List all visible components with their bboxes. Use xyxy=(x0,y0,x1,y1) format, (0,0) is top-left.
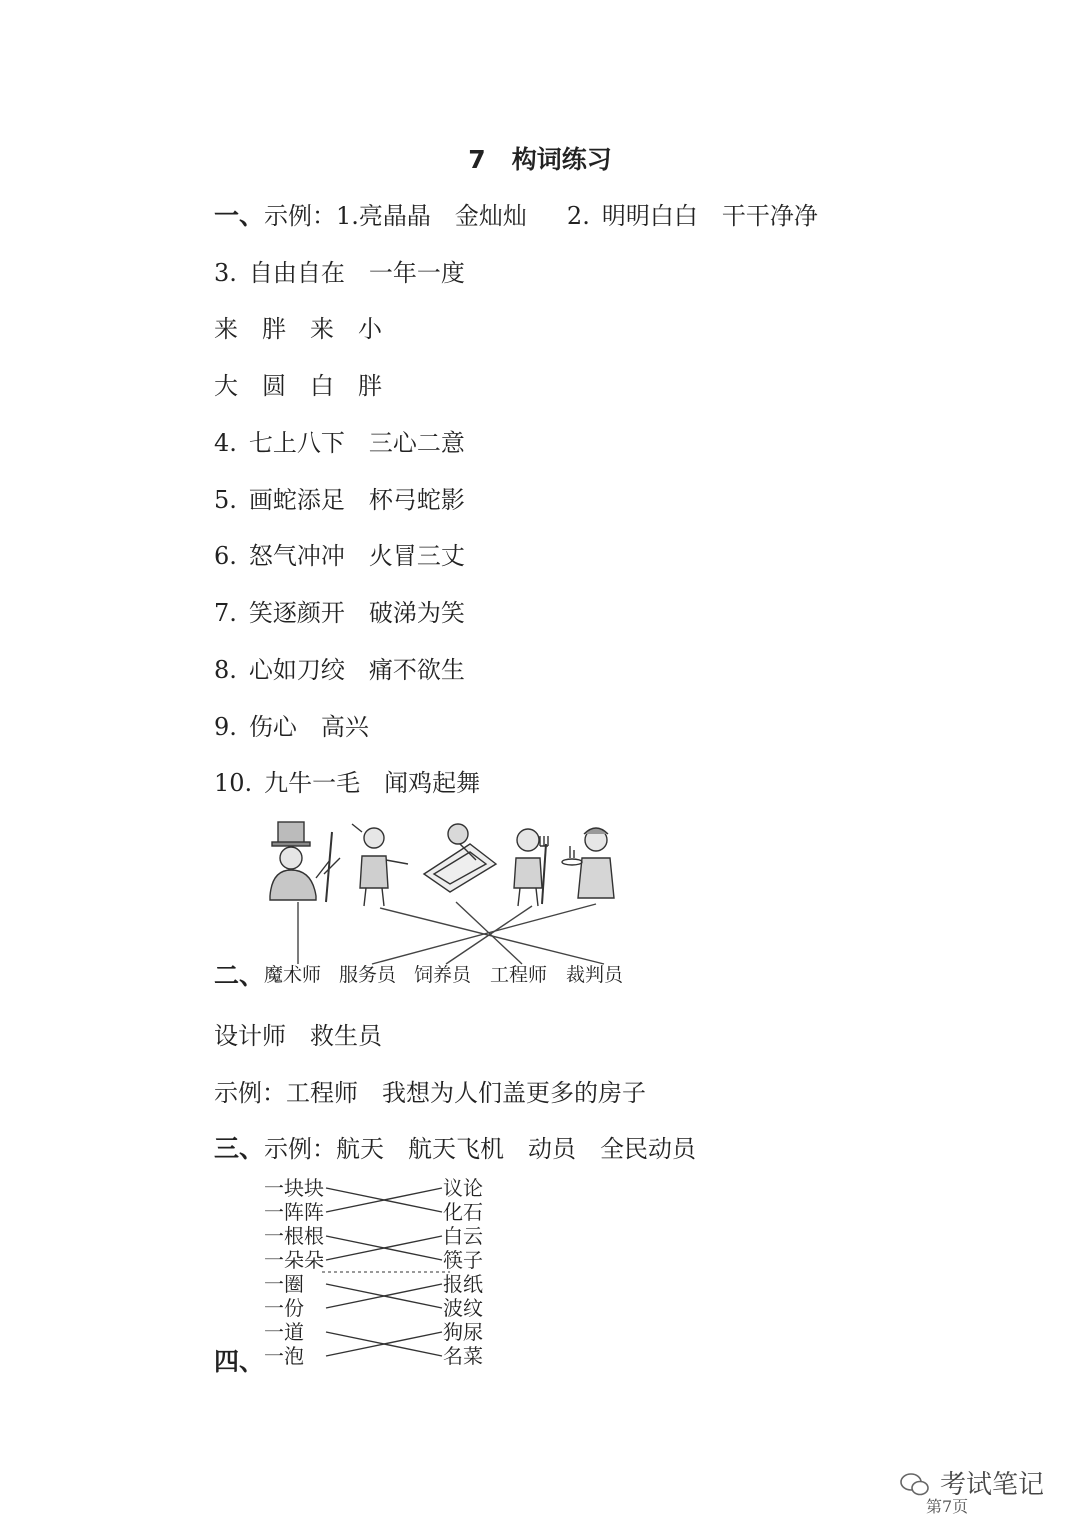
item-number: 7. xyxy=(214,599,237,628)
page-title xyxy=(0,140,1080,176)
page-number: 第7页 xyxy=(926,1497,969,1516)
item-word: 破涕为笑 xyxy=(368,599,465,628)
part3-line: 三、示例：航天 航天飞机 动员 全民动员 xyxy=(214,1134,697,1163)
watermark xyxy=(900,1470,1050,1520)
item-word: 画蛇添足 xyxy=(248,485,345,514)
item-word: 怒气冲冲 xyxy=(248,542,345,571)
worker-figure xyxy=(352,824,408,906)
part1-item xyxy=(214,767,480,799)
item-word: 伤心 xyxy=(248,712,297,741)
match-left-word: 一圈 xyxy=(264,1272,304,1296)
job-label: 工程师 xyxy=(490,964,548,986)
match-right-word: 白云 xyxy=(443,1224,483,1248)
item-word: 火冒三丈 xyxy=(368,542,465,571)
item-word: 三心二意 xyxy=(368,429,465,457)
match-left-word: 一朵朵 xyxy=(264,1248,324,1272)
part2-label-row xyxy=(214,960,264,992)
match-right-word: 名菜 xyxy=(443,1344,483,1368)
professions-illustration xyxy=(260,818,640,968)
title-text: 构词练习 xyxy=(511,145,612,174)
item-number: 6. xyxy=(214,542,237,571)
item-word: 高兴 xyxy=(320,712,369,741)
match-left-word: 一阵阵 xyxy=(264,1200,324,1224)
matching-lines xyxy=(320,1176,450,1372)
part1-line2: 3. 自由自在 一年一度 xyxy=(214,259,465,287)
match-right-word: 议论 xyxy=(443,1176,483,1200)
part1-item xyxy=(214,654,465,686)
job-label: 服务员 xyxy=(339,964,397,986)
watermark-text: 考试笔记 xyxy=(940,1470,1045,1500)
waitress-figure xyxy=(562,828,614,898)
part1-line4: 大 圆 白 胖 xyxy=(214,372,382,400)
part3-label: 三、 xyxy=(214,1134,265,1163)
item-number: 5. xyxy=(214,485,237,514)
part1-item xyxy=(214,427,465,459)
item-word: 痛不欲生 xyxy=(368,655,465,684)
item-number: 4. xyxy=(214,429,237,457)
item-word: 七上八下 xyxy=(248,429,345,457)
title-number: 7 xyxy=(468,145,486,174)
part2-extra: 设计师 救生员 xyxy=(214,1022,382,1050)
part1-item xyxy=(214,711,369,743)
item-number: 8. xyxy=(214,655,237,684)
part2-example: 示例：工程师 我想为人们盖更多的房子 xyxy=(214,1079,646,1107)
match-right-word: 波纹 xyxy=(443,1296,483,1320)
part4-label: 四、 xyxy=(214,1347,265,1376)
item-word: 心如刀绞 xyxy=(248,655,345,684)
job-label: 魔术师 xyxy=(264,964,322,986)
part4-label-row xyxy=(214,1346,264,1378)
item-number: 9. xyxy=(214,712,237,741)
match-right-word: 狗尿 xyxy=(443,1320,483,1344)
breeder-figure xyxy=(514,829,548,906)
engineer-figure xyxy=(424,824,496,892)
part1-item xyxy=(214,484,465,516)
match-left-word: 一泡 xyxy=(264,1344,304,1368)
item-word: 杯弓蛇影 xyxy=(368,485,465,514)
match-right-word: 化石 xyxy=(443,1200,483,1224)
item-word: 九牛一毛 xyxy=(264,769,361,798)
job-label: 裁判员 xyxy=(566,964,624,986)
part1-label: 一、 xyxy=(214,201,265,230)
item-number: 10. xyxy=(214,769,253,798)
item-word: 笑逐颜开 xyxy=(248,599,345,628)
match-left-word: 一根根 xyxy=(264,1224,324,1248)
item-word: 闻鸡起舞 xyxy=(384,769,481,798)
match-left-word: 一份 xyxy=(264,1296,304,1320)
part1-item xyxy=(214,540,465,572)
job-label: 饲养员 xyxy=(414,964,472,986)
magician-figure xyxy=(270,822,340,902)
part2-label: 二、 xyxy=(214,961,265,990)
match-right-word: 筷子 xyxy=(443,1248,483,1272)
part1-item xyxy=(214,597,465,629)
match-left-word: 一块块 xyxy=(264,1176,324,1200)
part1-line3: 来 胖 来 小 xyxy=(214,315,382,343)
part1-line1: 一、示例：1.亮晶晶 金灿灿 2. 明明白白 干干净净 xyxy=(214,201,818,230)
match-left-word: 一道 xyxy=(264,1320,304,1344)
match-right-word: 报纸 xyxy=(443,1272,483,1296)
